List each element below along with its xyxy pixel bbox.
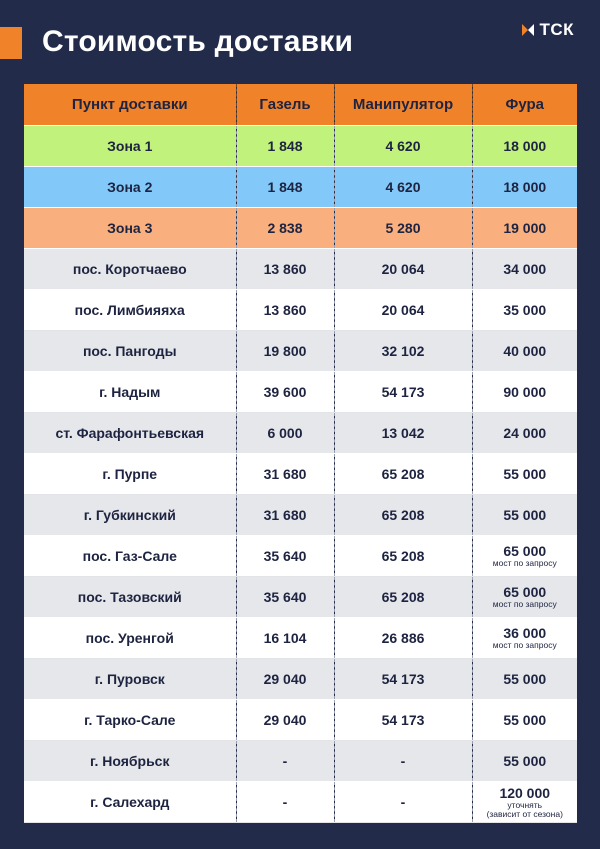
cell-gazel: 2 838	[236, 208, 334, 249]
cell-fura: 90 000	[472, 372, 577, 413]
cell-place: г. Надым	[24, 372, 236, 413]
tsk-logo-icon	[520, 22, 536, 38]
table-row	[24, 208, 577, 249]
cell-place: Зона 2	[24, 167, 236, 208]
cell-fura-value: 36 000	[503, 625, 547, 641]
cell-fura	[472, 577, 577, 618]
cell-gazel: 31 680	[236, 454, 334, 495]
cell-fura: 40 000	[472, 331, 577, 372]
cell-fura-note: уточнять (зависит от сезона)	[486, 799, 563, 819]
cell-place: г. Ноябрьск	[24, 741, 236, 782]
table-row	[24, 495, 577, 536]
table-row	[24, 536, 577, 577]
cell-place: Зона 1	[24, 126, 236, 167]
cell-manipulator: 32 102	[334, 331, 472, 372]
cell-gazel: 6 000	[236, 413, 334, 454]
tsk-logo	[520, 20, 574, 40]
table-row	[24, 413, 577, 454]
cell-place: г. Тарко-Сале	[24, 700, 236, 741]
cell-gazel: 1 848	[236, 167, 334, 208]
table-row	[24, 126, 577, 167]
cell-fura-note: мост по запросу	[492, 558, 557, 568]
logo-text: ТСК	[539, 20, 574, 39]
cell-manipulator: 13 042	[334, 413, 472, 454]
cell-gazel: 29 040	[236, 659, 334, 700]
cell-fura: 34 000	[472, 249, 577, 290]
cell-fura-value: 65 000	[503, 584, 547, 600]
cell-fura: 35 000	[472, 290, 577, 331]
cell-gazel: 35 640	[236, 536, 334, 577]
cell-manipulator: 65 208	[334, 495, 472, 536]
table-row	[24, 372, 577, 413]
cell-gazel: 13 860	[236, 249, 334, 290]
cell-gazel: -	[236, 782, 334, 823]
table-header-row	[24, 84, 577, 126]
cell-manipulator: 20 064	[334, 249, 472, 290]
accent-bar	[0, 27, 22, 59]
cell-gazel: 39 600	[236, 372, 334, 413]
cell-place: пос. Коротчаево	[24, 249, 236, 290]
table-row	[24, 782, 577, 823]
cell-manipulator: 4 620	[334, 167, 472, 208]
cell-manipulator: 65 208	[334, 577, 472, 618]
cell-gazel: 29 040	[236, 700, 334, 741]
cell-fura: 55 000	[472, 454, 577, 495]
cell-place: пос. Пангоды	[24, 331, 236, 372]
cell-fura: 18 000	[472, 126, 577, 167]
cell-manipulator: 65 208	[334, 536, 472, 577]
cell-manipulator: 5 280	[334, 208, 472, 249]
cell-gazel: 19 800	[236, 331, 334, 372]
cell-gazel: 35 640	[236, 577, 334, 618]
cell-place: Зона 3	[24, 208, 236, 249]
table-row	[24, 700, 577, 741]
cell-fura: 55 000	[472, 659, 577, 700]
table-row	[24, 454, 577, 495]
cell-place: г. Пурпе	[24, 454, 236, 495]
table-row	[24, 659, 577, 700]
cell-place: пос. Уренгой	[24, 618, 236, 659]
cell-gazel: 1 848	[236, 126, 334, 167]
cell-gazel: -	[236, 741, 334, 782]
table-row	[24, 249, 577, 290]
cell-manipulator: 26 886	[334, 618, 472, 659]
cell-place: ст. Фарафонтьевская	[24, 413, 236, 454]
cell-place: пос. Лимбияяха	[24, 290, 236, 331]
header-fura: Фура	[472, 84, 577, 126]
cell-fura	[472, 536, 577, 577]
cell-gazel: 13 860	[236, 290, 334, 331]
page-title: Стоимость доставки	[42, 25, 354, 58]
table-row	[24, 331, 577, 372]
cell-fura	[472, 618, 577, 659]
header-place: Пункт доставки	[24, 84, 236, 126]
table-row	[24, 618, 577, 659]
table-row	[24, 290, 577, 331]
cell-fura-note: мост по запросу	[492, 640, 557, 650]
cell-fura: 55 000	[472, 495, 577, 536]
header-gazel: Газель	[236, 84, 334, 126]
table-row	[24, 741, 577, 782]
cell-manipulator: 65 208	[334, 454, 472, 495]
cell-gazel: 16 104	[236, 618, 334, 659]
cell-manipulator: -	[334, 782, 472, 823]
cell-fura: 18 000	[472, 167, 577, 208]
cell-fura: 55 000	[472, 741, 577, 782]
header-manipulator: Манипулятор	[334, 84, 472, 126]
cell-manipulator: 54 173	[334, 659, 472, 700]
delivery-price-table	[24, 84, 577, 823]
cell-manipulator: -	[334, 741, 472, 782]
cell-manipulator: 4 620	[334, 126, 472, 167]
cell-fura	[472, 782, 577, 823]
cell-gazel: 31 680	[236, 495, 334, 536]
table-row	[24, 577, 577, 618]
cell-manipulator: 54 173	[334, 700, 472, 741]
cell-place: пос. Газ-Сале	[24, 536, 236, 577]
cell-place: пос. Тазовский	[24, 577, 236, 618]
cell-fura: 55 000	[472, 700, 577, 741]
cell-fura-note: мост по запросу	[492, 599, 557, 609]
cell-manipulator: 54 173	[334, 372, 472, 413]
cell-fura: 19 000	[472, 208, 577, 249]
cell-fura: 24 000	[472, 413, 577, 454]
cell-manipulator: 20 064	[334, 290, 472, 331]
cell-place: г. Пуровск	[24, 659, 236, 700]
cell-place: г. Губкинский	[24, 495, 236, 536]
table-row	[24, 167, 577, 208]
cell-fura-value: 120 000	[499, 784, 551, 801]
cell-place: г. Салехард	[24, 782, 236, 823]
cell-fura-value: 65 000	[503, 543, 547, 559]
